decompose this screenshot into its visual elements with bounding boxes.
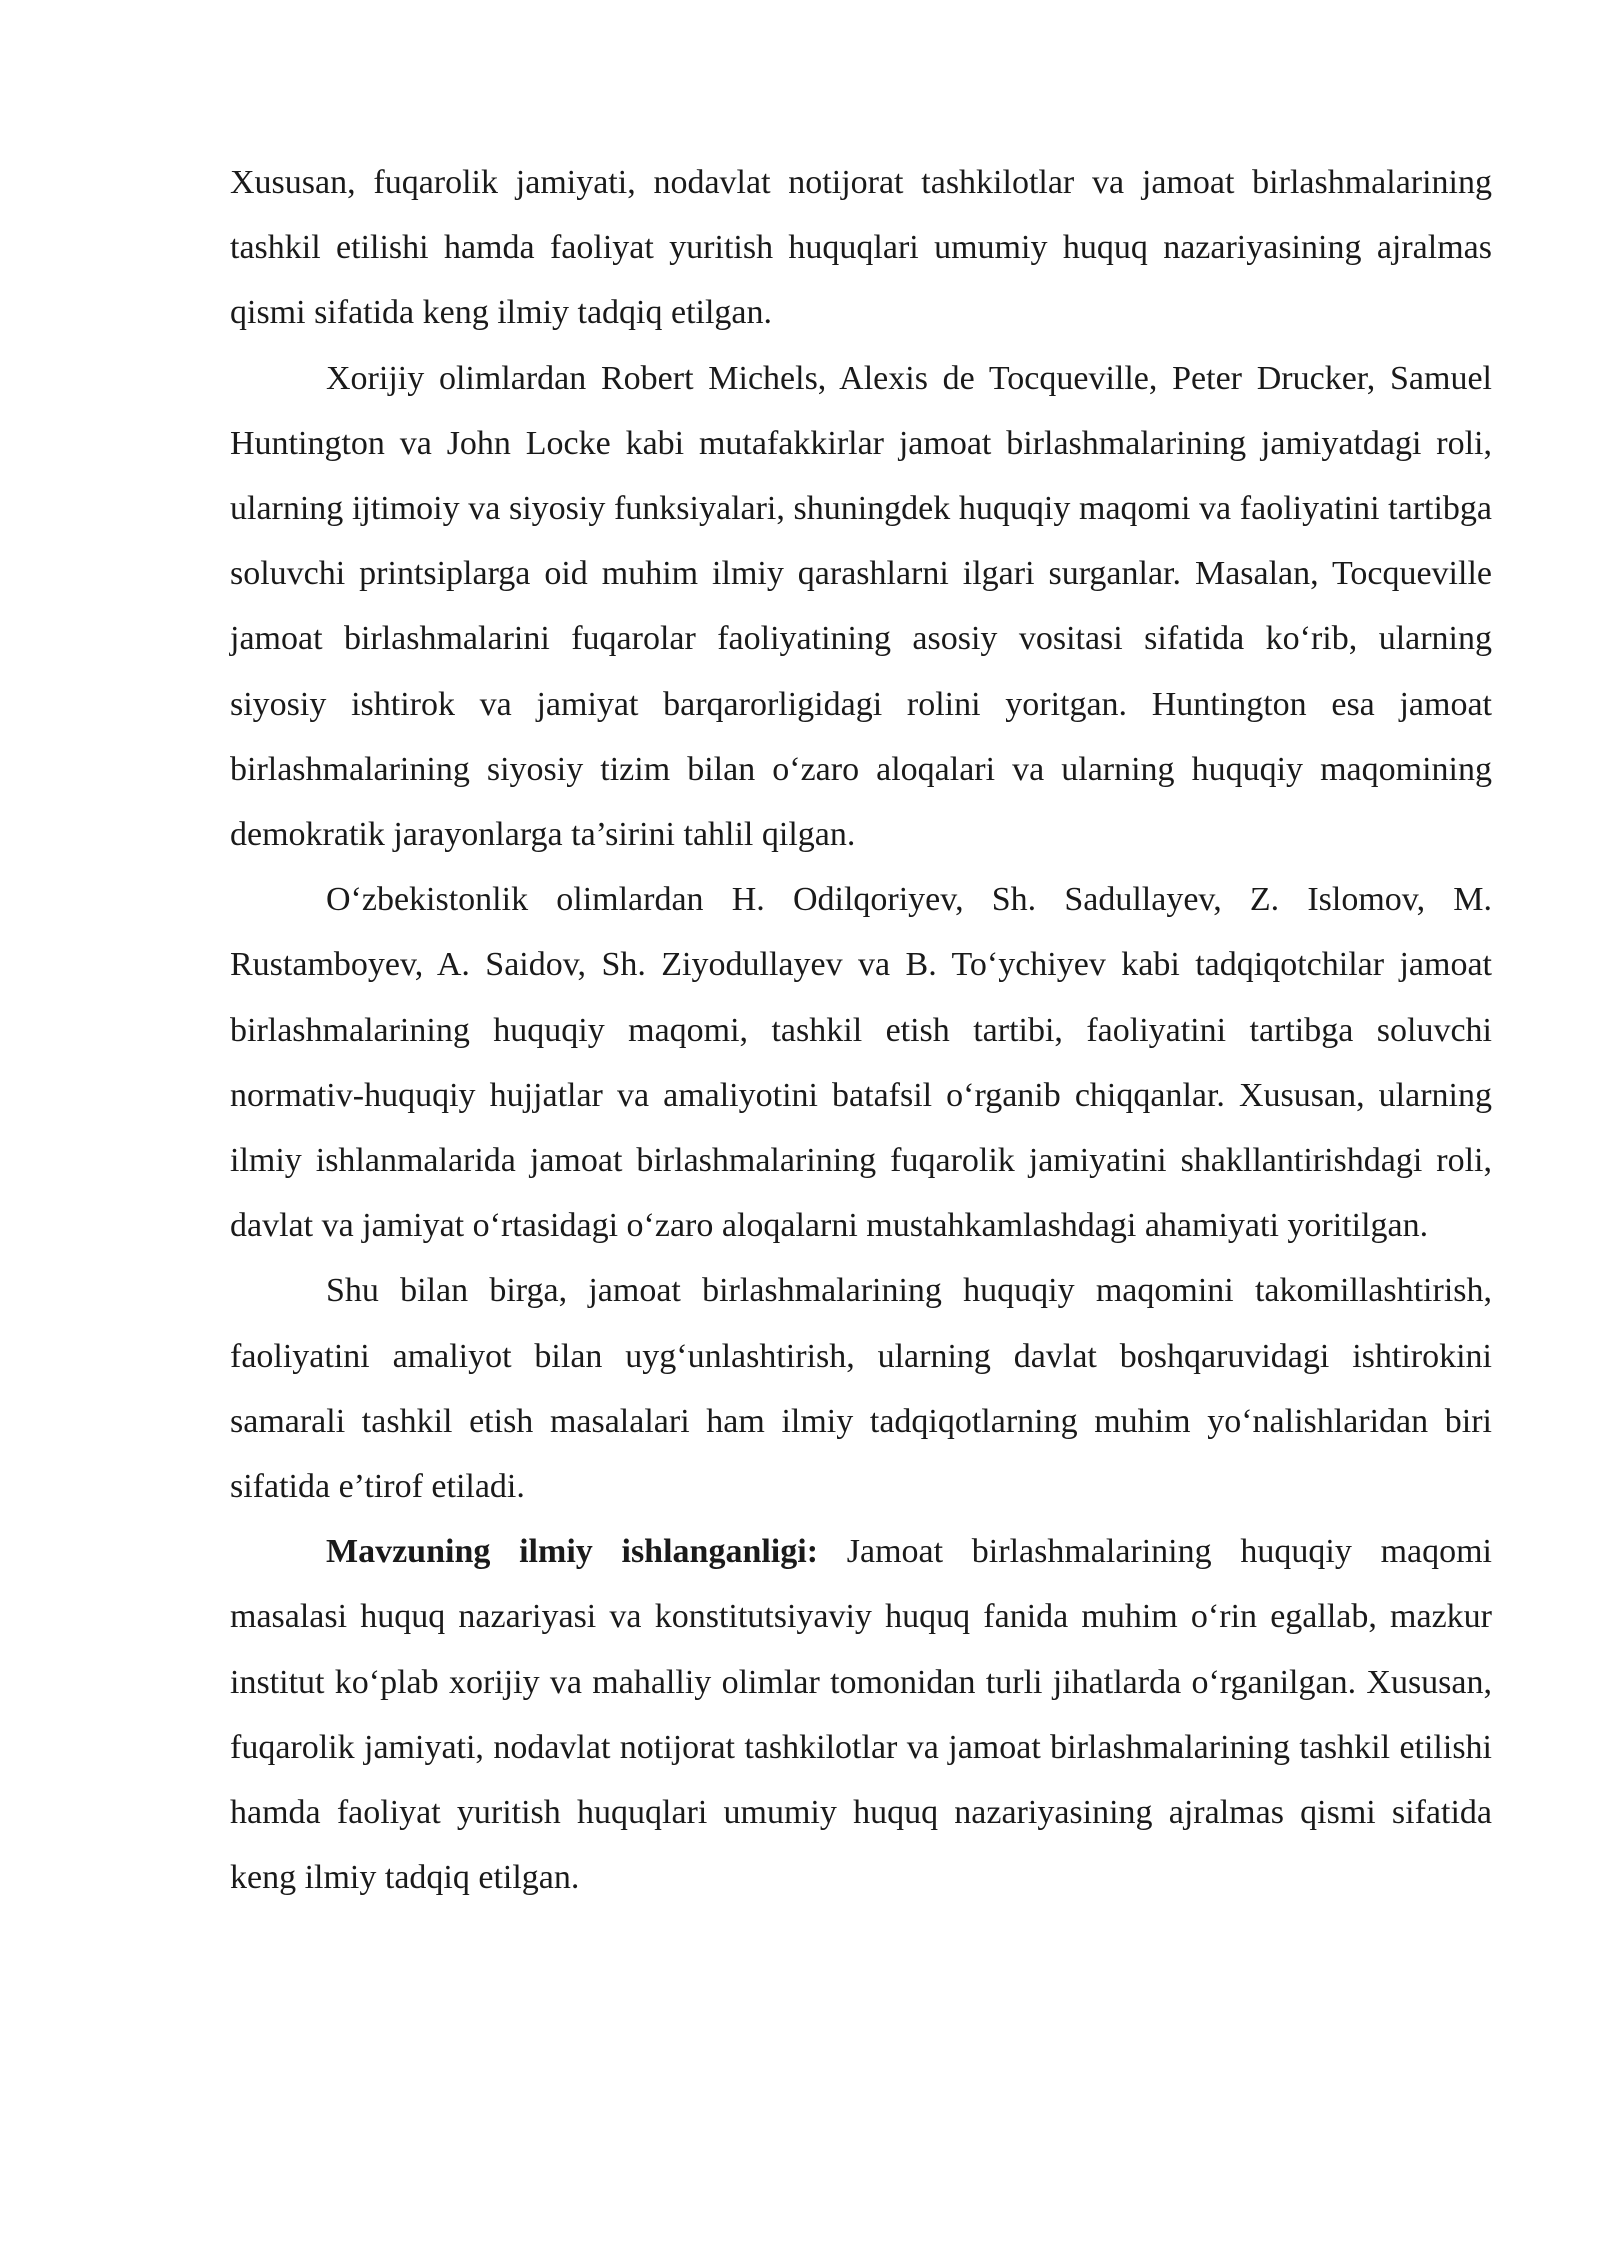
paragraph-4-text: Shu bilan birga, jamoat birlashmalarining huquqiy maqomini takomillashtirish, faoliyatini amaliyot bilan uyg‘unlashtirish, ularning davlat boshqaruvidagi ishtirokini samarali tashkil etish masalalari ham ilmiy tadqiqotlarning muhim yo‘nalishlaridan biri sifatida e’tirof etiladi. (230, 1272, 1492, 1506)
paragraph-3-text: O‘zbekistonlik olimlardan H. Odilqoriyev, Sh. Sadullayev, Z. Islomov, M. Rustamboyev, A. Saidov, Sh. Ziyodullayev va B. To‘ychiyev kabi tadqiqotchilar jamoat birlashmalarining huquqiy maqomi, tashkil etish tartibi, faoliyatini tartibga soluvchi normativ-huquqiy hujjatlar va amaliyotini batafsil o‘rganib chiqqanlar. Xususan, ularning ilmiy ishlanmalarida jamoat birlashmalarining fuqarolik jamiyatini shakllantirishdagi roli, davlat va jamiyat o‘rtasidagi o‘zaro aloqalarni mustahkamlashdagi ahamiyati yoritilgan. (230, 881, 1492, 1245)
paragraph-2-text: Xorijiy olimlardan Robert Michels, Alexis de Tocqueville, Peter Drucker, Samuel Huntington va John Locke kabi mutafakkirlar jamoat birlashmalarining jamiyatdagi roli, ularning ijtimoiy va siyosiy funksiyalari, shuningdek huquqiy maqomi va faoliyatini tartibga soluvchi printsiplarga oid muhim ilmiy qarashlarni ilgari surganlar. Masalan, Tocqueville jamoat birlashmalarini fuqarolar faoliyatining asosiy vositasi sifatida ko‘rib, ularning siyosiy ishtirok va jamiyat barqarorligidagi rolini yoritgan. Huntington esa jamoat birlashmalarining siyosiy tizim bilan o‘zaro aloqalari va ularning huquqiy maqomining demokratik jarayonlarga ta’sirini tahlil qilgan. (230, 359, 1492, 854)
paragraph-1 (230, 150, 1492, 346)
paragraph-4 (230, 1258, 1492, 1519)
paragraph-1-text: Xususan, fuqarolik jamiyati, nodavlat notijorat tashkilotlar va jamoat birlashmalarining tashkil etilishi hamda faoliyat yuritish huquqlari umumiy huquq nazariyasining ajralmas qismi sifatida keng ilmiy tadqiq etilgan. (230, 164, 1492, 332)
paragraph-5 (230, 1519, 1492, 1910)
section-heading-inline: Mavzuning ilmiy ishlanganligi: (326, 1533, 819, 1571)
paragraph-5-text: Jamoat birlashmalarining huquqiy maqomi masalasi huquq nazariyasi va konstitutsiyaviy huquq fanida muhim o‘rin egallab, mazkur institut ko‘plab xorijiy va mahalliy olimlar tomonidan turli jihatlarda o‘rganilgan. Xususan, fuqarolik jamiyati, nodavlat notijorat tashkilotlar va jamoat birlashmalarining tashkil etilishi hamda faoliyat yuritish huquqlari umumiy huquq nazariyasining ajralmas qismi sifatida keng ilmiy tadqiq etilgan. (230, 1533, 1492, 1897)
document-body (230, 150, 1492, 1910)
paragraph-2 (230, 346, 1492, 868)
paragraph-3 (230, 867, 1492, 1258)
